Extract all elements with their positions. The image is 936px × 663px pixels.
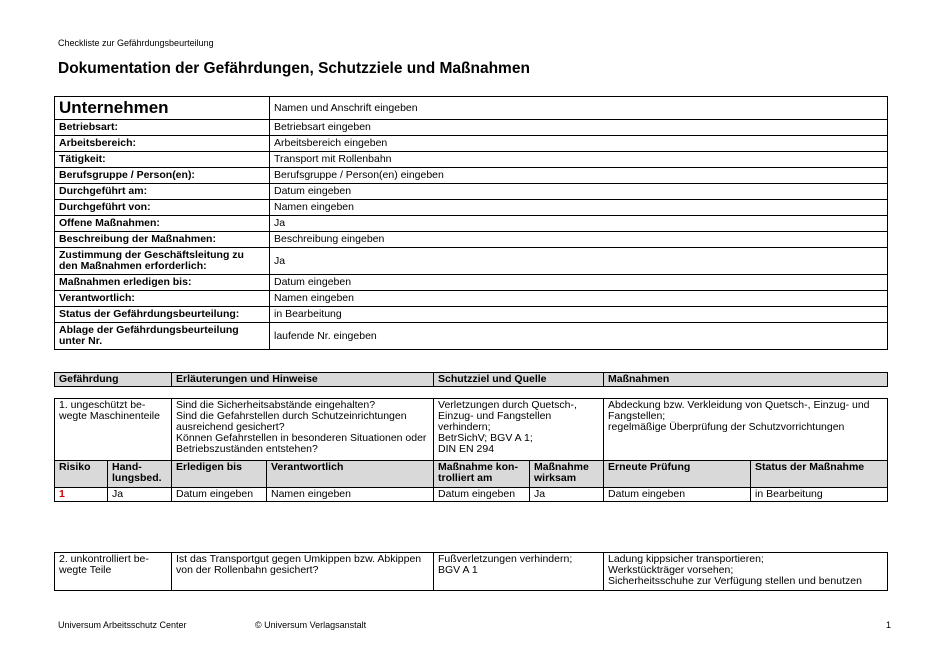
risk-value[interactable]: 1 — [55, 488, 108, 502]
info-label: Verantwortlich: — [55, 291, 270, 307]
subheader-status: Status der Maßnahme — [751, 461, 888, 488]
footer-left: Universum Arbeitsschutz Center — [58, 620, 187, 630]
info-value[interactable]: Namen eingeben — [270, 291, 888, 307]
responsible-value[interactable]: Namen eingeben — [267, 488, 434, 502]
subheader-responsible: Verantwortlich — [267, 461, 434, 488]
info-label: Berufsgruppe / Person(en): — [55, 168, 270, 184]
info-value[interactable]: Namen eingeben — [270, 200, 888, 216]
subheader-action: Hand-lungsbed. — [108, 461, 172, 488]
info-label: Tätigkeit: — [55, 152, 270, 168]
company-label: Unternehmen — [55, 97, 270, 120]
hazard-name: 1. ungeschützt be-wegte Maschinenteile — [55, 399, 172, 461]
action-value[interactable]: Ja — [108, 488, 172, 502]
info-value[interactable]: Ja — [270, 248, 888, 275]
info-label: Offene Maßnahmen: — [55, 216, 270, 232]
hazard-table-2 — [54, 552, 888, 591]
info-value[interactable]: Datum eingeben — [270, 275, 888, 291]
info-value[interactable]: Berufsgruppe / Person(en) eingeben — [270, 168, 888, 184]
info-value[interactable]: Datum eingeben — [270, 184, 888, 200]
info-label: Zustimmung der Geschäftsleitung zu den Maßnahmen erforderlich: — [55, 248, 270, 275]
document-subtitle: Checkliste zur Gefährdungsbeurteilung — [58, 38, 214, 48]
hazard-notes: Sind die Sicherheitsabstände eingehalten? Sind die Gefahrstellen durch Schutzeinrichtungen ausreichend gesichert? Können Gefahrstellen in besonderen Situationen oder Betriebszuständen entstehen? — [172, 399, 434, 461]
due-value[interactable]: Datum eingeben — [172, 488, 267, 502]
hazard-measures[interactable]: Ladung kippsicher transportieren; Werkstückträger vorsehen; Sicherheitsschuhe zur Verfügung stellen und benutzen — [604, 553, 888, 591]
recheck-value[interactable]: Datum eingeben — [604, 488, 751, 502]
info-label: Beschreibung der Maßnahmen: — [55, 232, 270, 248]
header-hazard: Gefährdung — [55, 373, 172, 387]
info-label: Arbeitsbereich: — [55, 136, 270, 152]
effective-value[interactable]: Ja — [530, 488, 604, 502]
subheader-effective: Maßnahme wirksam — [530, 461, 604, 488]
page-number: 1 — [886, 620, 892, 630]
status-value[interactable]: in Bearbeitung — [751, 488, 888, 502]
info-value[interactable]: Betriebsart eingeben — [270, 120, 888, 136]
subheader-due: Erledigen bis — [172, 461, 267, 488]
header-notes: Erläuterungen und Hinweise — [172, 373, 434, 387]
info-value[interactable]: Beschreibung eingeben — [270, 232, 888, 248]
header-measures: Maßnahmen — [604, 373, 888, 387]
subheader-recheck: Erneute Prüfung — [604, 461, 751, 488]
hazard-measures[interactable]: Abdeckung bzw. Verkleidung von Quetsch-, Einzug- und Fangstellen; regelmäßige Überprüfung der Schutzvorrichtungen — [604, 399, 888, 461]
info-label: Ablage der Gefährdungsbeurteilung unter Nr. — [55, 323, 270, 350]
hazard-notes: Ist das Transportgut gegen Umkippen bzw. Abkippen von der Rollenbahn gesichert? — [172, 553, 434, 591]
hazard-table-1 — [54, 398, 888, 502]
company-info-table — [54, 96, 888, 350]
info-value[interactable]: laufende Nr. eingeben — [270, 323, 888, 350]
hazard-goal: Verletzungen durch Quetsch-, Einzug- und Fangstellen verhindern; BetrSichV; BGV A 1; DIN EN 294 — [434, 399, 604, 461]
info-label: Betriebsart: — [55, 120, 270, 136]
info-value[interactable]: in Bearbeitung — [270, 307, 888, 323]
checked-value[interactable]: Datum eingeben — [434, 488, 530, 502]
hazard-header-table — [54, 372, 888, 387]
footer-center: © Universum Verlagsanstalt — [255, 620, 367, 630]
info-label: Durchgeführt von: — [55, 200, 270, 216]
subheader-checked: Maßnahme kon-trolliert am — [434, 461, 530, 488]
subheader-risk: Risiko — [55, 461, 108, 488]
info-value[interactable]: Ja — [270, 216, 888, 232]
company-value[interactable]: Namen und Anschrift eingeben — [270, 97, 888, 120]
hazard-goal: Fußverletzungen verhindern; BGV A 1 — [434, 553, 604, 591]
info-value[interactable]: Arbeitsbereich eingeben — [270, 136, 888, 152]
hazard-name: 2. unkontrolliert be-wegte Teile — [55, 553, 172, 591]
info-label: Durchgeführt am: — [55, 184, 270, 200]
header-goal: Schutzziel und Quelle — [434, 373, 604, 387]
document-title: Dokumentation der Gefährdungen, Schutzziele und Maßnahmen — [58, 60, 530, 77]
info-value[interactable]: Transport mit Rollenbahn — [270, 152, 888, 168]
info-label: Status der Gefährdungsbeurteilung: — [55, 307, 270, 323]
info-label: Maßnahmen erledigen bis: — [55, 275, 270, 291]
